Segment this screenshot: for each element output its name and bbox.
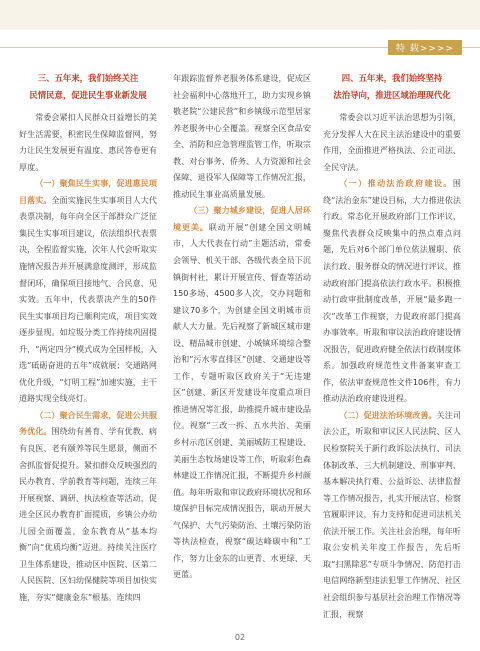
section-title-four (323, 70, 461, 103)
paragraph-text: 联动开展“创建全国文明城市，人大代表在行动”主题活动，常委会领导、机关干部、各级代表全员下沉镇街村社，累计开展宣传、督查等活动150多场、4500多人次，交办问题和建议70多个，为创建全国文明城市贡献人大力量。先后视察了新城区城市建设、精品城市创建、小城镇环境综合整治和“污水零直排区”创建、交通建设等工作，专题听取区政府关于“无违建区”创建、新区开发建设年度重点项目推进情况等汇报，助推提升城市建设品位。视察“三改一拆、五水共治、美丽乡村示范区创建、美丽城防工程建设、美丽生态牧场建设等工作，听取彩色森林建设工作情况汇报，不断提升乡村颜值。每年听取和审议政府环境状况和环境保护目标完成情况报告，联动开展大气保护、大气污染防治、土壤污染防治等执法检查，视察“碳达峰碳中和”工作，努力让金东的山更青、水更绿、天更蓝。 (173, 221, 311, 580)
section-tag: 特 载>>>> (388, 40, 462, 55)
paragraph-with-subhead (323, 175, 461, 407)
paragraph: 常委会以习近平法治思想为引领，充分发挥人大在民主法治建设中的重要作用，全面推进严格执法、公正司法、全民守法。 (323, 112, 461, 172)
column-left (19, 70, 157, 606)
column-right (323, 70, 461, 622)
subheading: （一）聚焦民生实事，促进惠民项目落实。 (19, 178, 157, 205)
section-title-three (19, 70, 157, 103)
paragraph-text: 围绕“法治金东”建设目标，大力推进依法行政。常态化开展政府部门工作评议，聚焦代表群众反映集中的热点难点问题，先后对6个部门单位依法履职、依法行政、服务群众的情况进行评议，推动政府部门提高依法行政水平。积极推动行政审批制度改革，开展“最多跑一次”改革工作视察，力促政府部门提高办事效率。听取和审议法治政府建设情况报告，促进政府健全依法行政制度体系。加强政府规范性文件备案审查工作，依法审查规范性文件106件，有力推动法治政府建设进程。 (323, 178, 461, 404)
subheading: （二）聚合民生需求，促进公共服务优化。 (19, 409, 157, 437)
paragraph-with-subhead (19, 407, 157, 606)
section-title-line1: 三、五年来，我们始终关注 (37, 73, 139, 83)
column-middle (173, 70, 311, 583)
paragraph-text: 围绕幼有善育、学有优教、病有良医、老有颐养等民生愿景，侧面不舍抓监督促提升。紧扣群众反映强烈的民办教育、学前教育等问题，连续三年开展视察、调研、执法检查等活动，促进全区民办教育扩面提质，乡镇公办幼儿园全面覆盖，金东教育从“基本均衡”向“优质均衡”迈进。持续关注医疗卫生体系建设，推动区中医院、区第二人民医院、区妇幼保健院等项目加快实施，夯实“健康金东”根基。连续四 (19, 426, 157, 602)
section-title-line2: 民情民意，促进民生事业新发展 (29, 89, 147, 100)
section-title-line2: 法治导向，推进区域治理现代化 (333, 89, 451, 100)
subheading: （二）促进法治环境改善。 (339, 409, 437, 420)
paragraph-text: 关注司法公正，听取和审议区人民法院、区人民检察院关于新行政诉讼法执行、司法体制改革、三大机制建设、刑事审判、基本解决执行难、公益诉讼、法律监督等工作情况报告，扎实开展法官、检察官履职评议，有力支持和促进司法机关依法开展工作。关注社会治理，每年听取公安机关年度工作报告，先后听取“扫黑除恶”专项斗争情况、防范打击电信网络新型违法犯罪工作情况、社区社会组织参与基层社会治理工作情况等汇报，视察 (323, 409, 461, 619)
subheading: （一）推动法治政府建设。 (339, 178, 453, 189)
paragraph-text: 全面实施民生实事项目人大代表票决制，每年向全区干部群众广泛征集民生实事项目建议，依法组织代表票决，全程监督实施，次年人代会听取实施情况报告并开展满意度测评，形成监督闭环，确保项目接地气、合民意、见实效。五年中，代表票决产生的50件民生实事项目均已顺利完成，项目实效逐步显现。如垃圾分类工作持续巩固提升，“两定四分”模式成为全国样板，入选“砥砺奋进的五年”成就展；交通路网优化升级，“灯明工程”加速实施，主干道路实现全线亮灯。 (19, 194, 157, 404)
section-title-line1: 四、五年来，我们始终坚持 (341, 73, 443, 83)
paragraph: 年跟踪监督养老服务体系建设，促成区社会福利中心落地开工，助力实现乡镇敬老院“公建民营”和乡镇级示范型居家养老服务中心全覆盖。视察全区食品安全、消防和应急管理监管工作，听取宗教、对台事务、侨务、人力资源和社会保障、退役军人保障等工作情况汇报，推动民生事业高质量发展。 (173, 73, 311, 199)
page-number: 02 (234, 633, 246, 642)
paragraph-with-subhead (323, 407, 461, 622)
paragraph-with-subhead (19, 175, 157, 407)
paragraph-with-subhead (173, 202, 311, 583)
paragraph: 常委会紧扣人民群众日益增长的美好生活需要，积密民生保障监督网，努力让民生发展更有温度、惠民答卷更有厚度。 (19, 112, 157, 172)
subheading: （三）聚力城乡建设，促进人居环境更美。 (173, 205, 311, 232)
header-band (0, 0, 480, 30)
